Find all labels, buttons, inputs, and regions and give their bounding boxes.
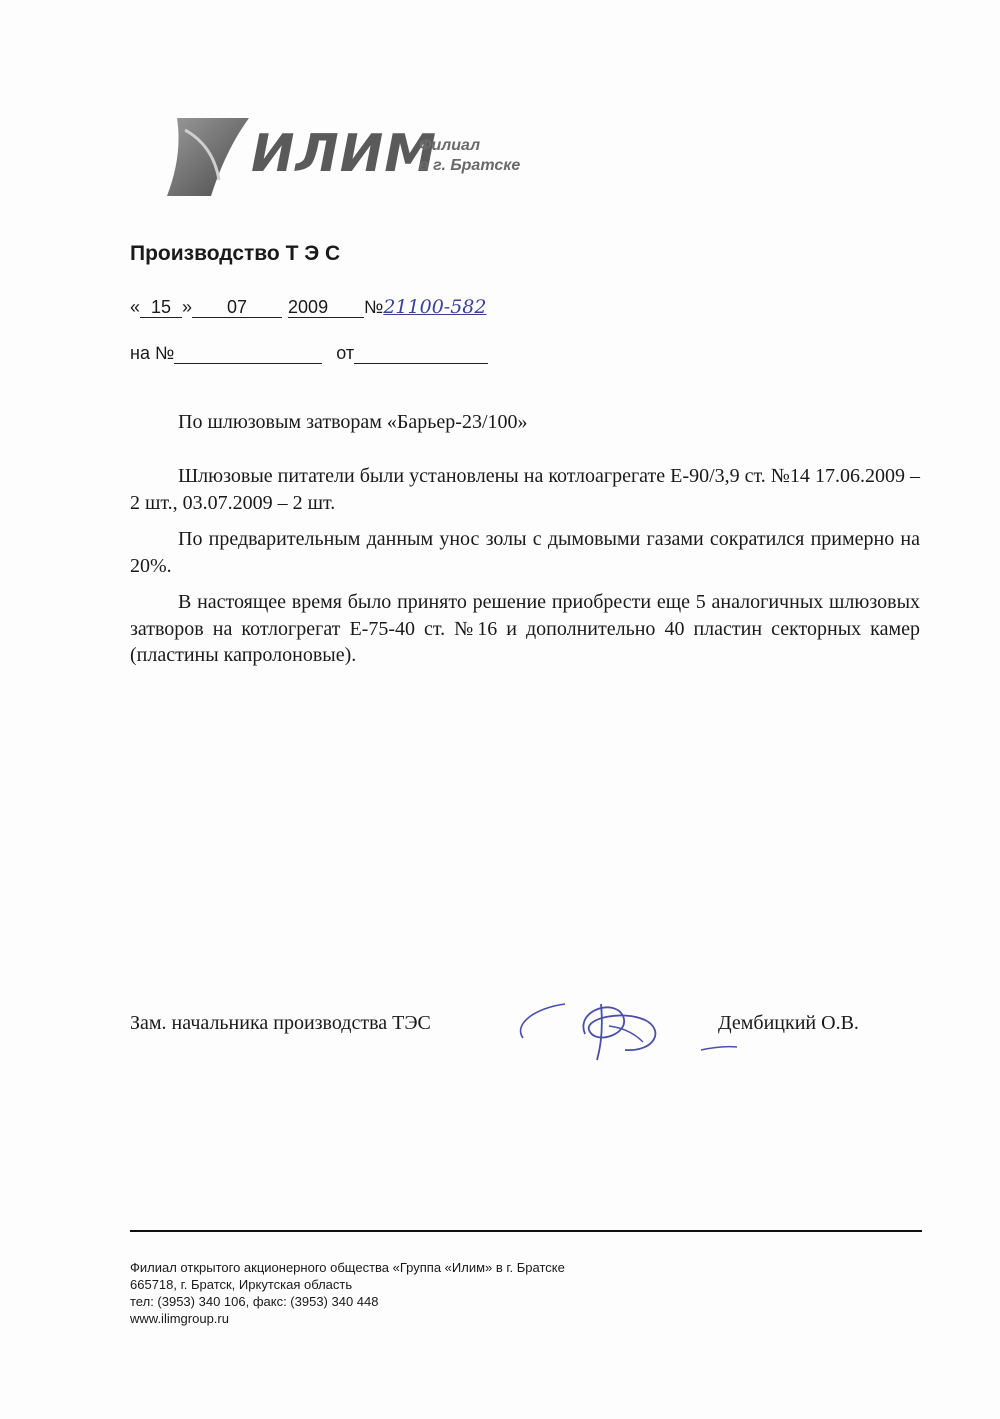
footer-divider (130, 1230, 922, 1232)
footer-contacts: тел: (3953) 340 106, факс: (3953) 340 448 (130, 1294, 379, 1309)
logo-subtitle-line2: в г. Братске (419, 157, 521, 174)
body-paragraph: По предварительным данным унос золы с дымовыми газами сократился примерно на 20%. (130, 528, 920, 577)
date-year: 2009 (288, 297, 364, 318)
signatory-name: Дембицкий О.В. (718, 1012, 859, 1034)
number-label: № (364, 297, 384, 317)
signatory-title: Зам. начальника производства ТЭС (130, 1012, 431, 1034)
date-open-quote: « (130, 297, 141, 317)
logo-subtitle-line1: Филиал (419, 137, 481, 154)
leaf-logo-icon (163, 110, 253, 200)
reference-number-label: на № (130, 343, 175, 363)
letter-body (130, 463, 920, 679)
company-logo (163, 110, 543, 210)
date-day: 15 (140, 297, 182, 318)
footer-address (130, 1259, 565, 1327)
handwritten-signature (505, 990, 745, 1070)
footer-website: www.ilimgroup.ru (130, 1311, 229, 1326)
logo-wordmark: ИЛИМ (251, 124, 437, 184)
body-paragraph: Шлюзовые питатели были установлены на котлоагрегате Е-90/3,9 ст. №14 17.06.2009 – 2 шт., 03.07.2009 – 2 шт. (130, 465, 920, 514)
date-close-quote: » (182, 297, 193, 317)
reference-number-value (174, 363, 322, 364)
footer-address-line: 665718, г. Братск, Иркутская область (130, 1277, 353, 1292)
handwritten-number: 21100-582 (383, 296, 487, 318)
incoming-reference-line (130, 343, 488, 364)
footer-company: Филиал открытого акционерного общества «Группа «Илим» в г. Братске (130, 1260, 565, 1275)
logo-subtitle (419, 136, 520, 176)
reference-date-value (354, 363, 488, 364)
outgoing-registration-line (130, 296, 486, 318)
date-month: 07 (192, 297, 282, 318)
body-paragraph: В настоящее время было принято решение приобрести еще 5 аналогичных шлюзовых затворов на котлогрегат Е-75-40 ст. №16 и дополнительно 40 пластин секторных камер (пластины капролоновые). (130, 591, 920, 666)
letter-subject: По шлюзовым затворам «Барьер-23/100» (178, 411, 528, 433)
department-title: Производство Т Э С (130, 242, 341, 265)
reference-date-label: от (336, 343, 355, 363)
